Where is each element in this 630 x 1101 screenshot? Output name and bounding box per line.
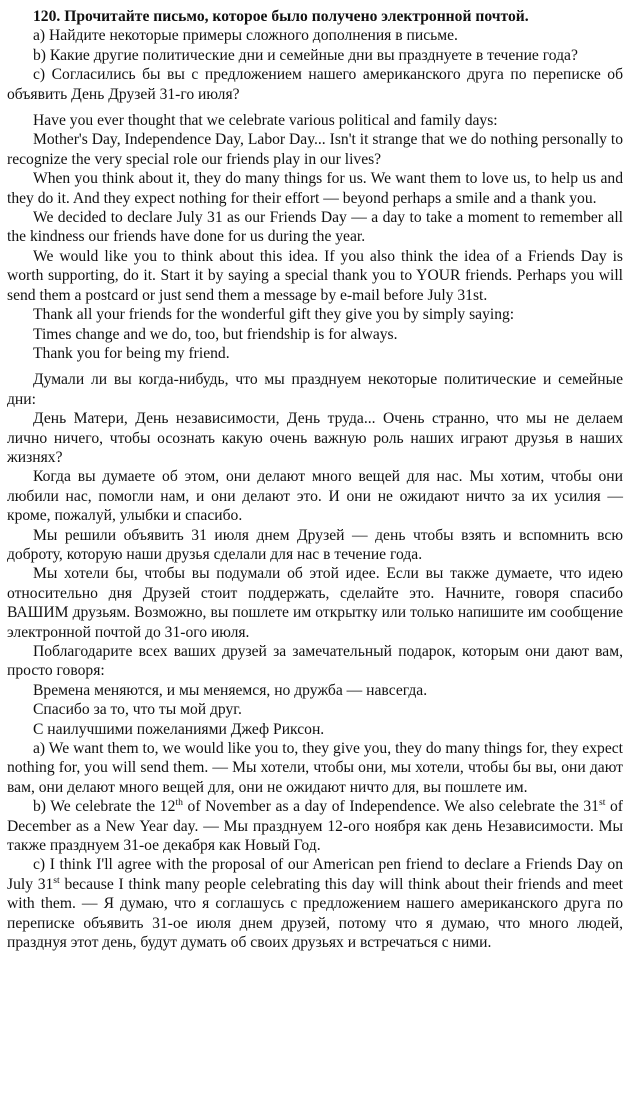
- paragraph: Мы решили объявить 31 июля днем Друзей — день чтобы взять и вспомнить всю доброту, которую наши друзья сделали для нас в течение года.: [7, 526, 623, 563]
- paragraph: When you think about it, they do many things for us. We want them to love us, to help us and they do it. And they expect nothing for their effort — beyond perhaps a smile and a thank you.: [7, 170, 623, 207]
- paragraph: Спасибо за то, что ты мой друг.: [33, 701, 242, 719]
- letter-english: [7, 111, 623, 363]
- paragraph: Когда вы думаете об этом, они делают много вещей для нас. Мы хотим, чтобы они любили нас, помогли нам, и они делают это. И они не ожидают ничто за их усилия — кроме, пожалуй, улыбки и спасибо.: [7, 468, 623, 525]
- paragraph: Mother's Day, Independence Day, Labor Day... Isn't it strange that we do nothing personally to recognize the very special role our friends play in our lives?: [7, 131, 623, 168]
- paragraph: We decided to declare July 31 as our Friends Day — a day to take a moment to remember all the kindness our friends have done for us during the year.: [7, 209, 623, 246]
- paragraph: c) I think I'll agree with the proposal of our American pen friend to declare a Friends Day on July 31st because I think many people celebrating this day will think about their friends and meet with them. — Я думаю, что я соглашусь с предложением нашего американского друга по переписке объявить 31-ое июля днем друзей, потому что я думаю, что много людей, празднуя этот день, будут думать об своих друзьях и встречаться с ними.: [7, 856, 623, 952]
- paragraph: c) Согласились бы вы с предложением нашего американского друга по переписке об объявить День Друзей 31-го июля?: [7, 66, 623, 103]
- answers-section: [7, 739, 623, 952]
- paragraph: С наилучшими пожеланиями Джеф Риксон.: [33, 720, 325, 738]
- task-list: [7, 26, 623, 104]
- paragraph: Мы хотели бы, чтобы вы подумали об этой идее. Если вы также думаете, что идею относительно дня Друзей стоит поддержать, сделайте это. Начните, говоря спасибо ВАШИМ друзьям. Возможно, вы пошлете им открытку или только напишите им сообщение электронной почтой до 31-ого июля.: [7, 565, 623, 641]
- paragraph: Поблагодарите всех ваших друзей за замечательный подарок, которым они дают вам, просто говоря:: [7, 643, 623, 680]
- paragraph: a) Найдите некоторые примеры сложного дополнения в письме.: [33, 27, 458, 45]
- paragraph: Думали ли вы когда-нибудь, что мы празднуем некоторые политические и семейные дни:: [7, 371, 623, 408]
- paragraph: Thank all your friends for the wonderful gift they give you by simply saying:: [33, 306, 515, 324]
- paragraph: День Матери, День независимости, День труда... Очень странно, что мы не делаем лично ничего, чтобы осознать какую очень важную роль наших играют друзья в наших жизнях?: [7, 410, 623, 466]
- paragraph: Have you ever thought that we celebrate various political and family days:: [33, 112, 498, 130]
- paragraph: a) We want them to, we would like you to, they give you, they do many things for, they expect nothing for, you will send them. — Мы хотели, чтобы они, мы хотели, чтобы бы вы, они дают вам, они делают много вещей для, они не ожидают ничто для, вы пошлете им.: [7, 740, 623, 796]
- paragraph: b) We celebrate the 12th of November as a day of Independence. We also celebrate the 31st of December as a New Year day. — Мы празднуем 12-ого ноября как день Независимости. Мы также празднуем 31-ое декабря как Новый Год.: [7, 797, 623, 855]
- paragraph: Times change and we do, too, but friendship is for always.: [33, 325, 398, 343]
- paragraph: Времена меняются, и мы меняемся, но дружба — навсегда.: [33, 681, 428, 699]
- exercise-title: 120. Прочитайте письмо, которое было получено электронной почтой.: [33, 8, 529, 25]
- letter-translation-russian: [7, 370, 623, 739]
- paragraph: b) Какие другие политические дни и семейные дни вы празднуете в течение года?: [33, 46, 578, 64]
- paragraph: We would like you to think about this idea. If you also think the idea of a Friends Day is worth supporting, do it. Start it by saying a special thank you to YOUR friends. Perhaps you will send them a postcard or just send them a message by e-mail before July 31st.: [7, 247, 623, 304]
- paragraph: Thank you for being my friend.: [33, 344, 230, 362]
